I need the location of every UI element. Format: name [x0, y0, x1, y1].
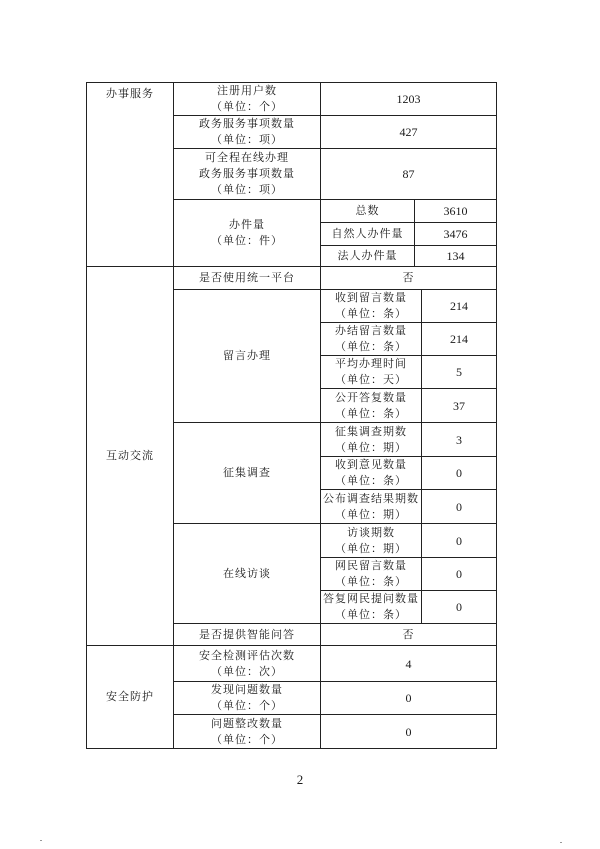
- messages-closed-label: 办结留言数量 （单位：条）: [320, 322, 422, 356]
- security-checks-label: 安全检测评估次数 （单位：次）: [173, 645, 321, 682]
- section-security: [86, 645, 174, 749]
- scan-speck: [560, 842, 562, 843]
- online-items-label: 可全程在线办理 政务服务事项数量 （单位：项）: [173, 148, 321, 200]
- handled-total-value: 3610: [414, 199, 497, 223]
- section-interaction: [86, 266, 174, 646]
- section-interaction-label: 互动交流: [106, 449, 154, 462]
- survey-periods-value: 3: [421, 422, 497, 457]
- interview-messages-value: 0: [421, 557, 497, 591]
- messages-avgtime-label: 平均办理时间 （单位：天）: [320, 355, 422, 389]
- interview-replies-value: 0: [421, 590, 497, 624]
- unified-platform-value: 否: [320, 266, 497, 290]
- interview-periods-label: 访谈期数 （单位：期）: [320, 523, 422, 558]
- survey-opinions-value: 0: [421, 456, 497, 490]
- handled-total-label: 总数: [320, 199, 415, 223]
- messages-public-value: 37: [421, 388, 497, 423]
- smart-qa-label: 是否提供智能问答: [173, 623, 321, 646]
- messages-public-label: 公开答复数量 （单位：条）: [320, 388, 422, 423]
- security-fixed-label: 问题整改数量 （单位：个）: [173, 714, 321, 749]
- registered-users-value: 1203: [320, 82, 497, 116]
- online-items-value: 87: [320, 148, 497, 200]
- service-items-value: 427: [320, 115, 497, 149]
- security-issues-label: 发现问题数量 （单位：个）: [173, 681, 321, 715]
- interview-replies-label: 答复网民提问数量 （单位：条）: [320, 590, 422, 624]
- messages-avgtime-value: 5: [421, 355, 497, 389]
- page-number: 2: [296, 772, 304, 787]
- registered-users-label: 注册用户数 （单位：个）: [173, 82, 321, 116]
- section-service: [86, 82, 174, 267]
- security-checks-value: 4: [320, 645, 497, 682]
- messages-received-label: 收到留言数量 （单位：条）: [320, 289, 422, 323]
- interview-group-label: 在线访谈: [173, 523, 321, 624]
- survey-results-label: 公布调查结果期数 （单位：期）: [320, 489, 422, 524]
- survey-periods-label: 征集调查期数 （单位：期）: [320, 422, 422, 457]
- unified-platform-label: 是否使用统一平台: [173, 266, 321, 290]
- scan-speck: [40, 840, 42, 841]
- survey-opinions-label: 收到意见数量 （单位：条）: [320, 456, 422, 490]
- messages-closed-value: 214: [421, 322, 497, 356]
- service-items-label: 政务服务事项数量 （单位：项）: [173, 115, 321, 149]
- handled-label: 办件量 （单位：件）: [173, 199, 321, 267]
- section-security-label: 安全防护: [106, 690, 154, 703]
- smart-qa-value: 否: [320, 623, 497, 646]
- handled-legal-label: 法人办件量: [320, 245, 415, 267]
- handled-natural-label: 自然人办件量: [320, 222, 415, 246]
- interview-periods-value: 0: [421, 523, 497, 558]
- security-issues-value: 0: [320, 681, 497, 715]
- handled-legal-value: 134: [414, 245, 497, 267]
- messages-group-label: 留言办理: [173, 289, 321, 423]
- messages-received-value: 214: [421, 289, 497, 323]
- survey-results-value: 0: [421, 489, 497, 524]
- handled-natural-value: 3476: [414, 222, 497, 246]
- security-fixed-value: 0: [320, 714, 497, 749]
- section-service-label: 办事服务: [106, 87, 154, 100]
- interview-messages-label: 网民留言数量 （单位：条）: [320, 557, 422, 591]
- survey-group-label: 征集调查: [173, 422, 321, 524]
